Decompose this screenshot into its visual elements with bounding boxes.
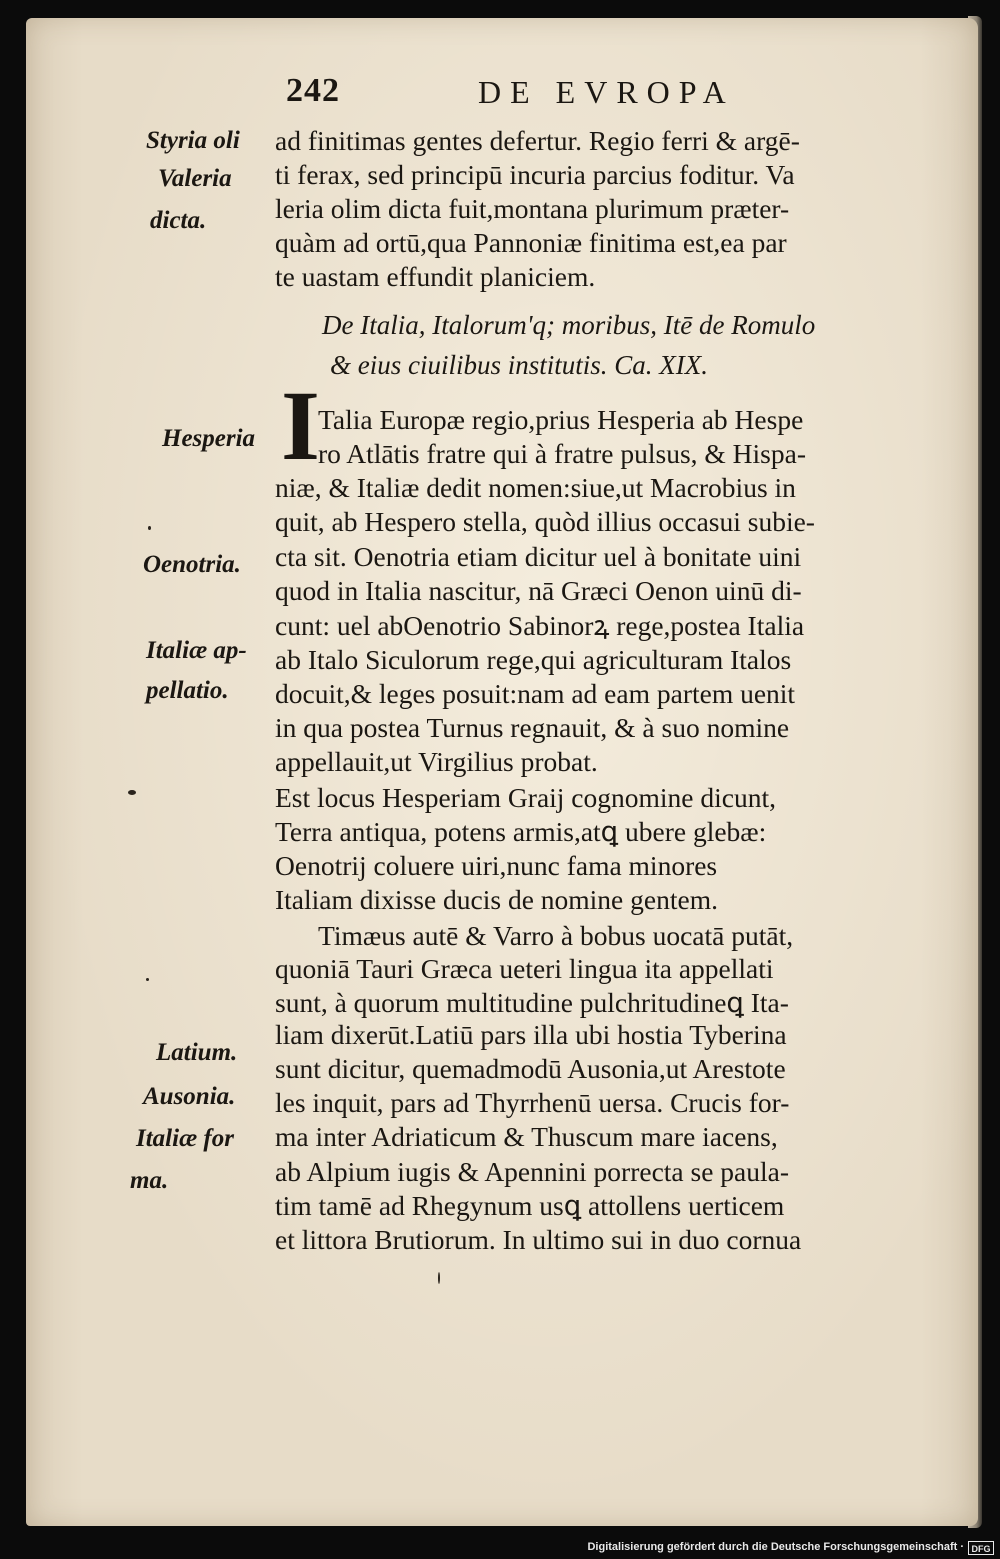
margin-note: Ausonia. — [143, 1083, 236, 1110]
text-line: te uastam effundit planiciem. — [275, 261, 596, 292]
text-line: ma inter Adriaticum & Thuscum mare iacens, — [275, 1121, 778, 1152]
ink-speck — [146, 978, 149, 981]
text-line: sunt dicitur, quemadmodū Ausonia,ut Arestote — [275, 1053, 786, 1084]
text-line: ab Alpium iugis & Apennini porrecta se paula- — [275, 1156, 789, 1187]
text-line: docuit,& leges posuit:nam ad eam partem uenit — [275, 678, 796, 709]
text-line: ti ferax, sed principū incuria parcius foditur. Va — [275, 159, 795, 190]
text-line: quàm ad ortū,qua Pannoniæ finitima est,ea par — [275, 227, 787, 258]
margin-note: Oenotria. — [143, 551, 241, 578]
text-line: Timæus autē & Varro à bobus uocatā putāt, — [318, 920, 794, 951]
text-line: cunt: uel abOenotrio Sabinorꝝ rege,postea Italia — [275, 610, 805, 641]
chapter-heading: De Italia, Italorum'q; moribus, Itē de Romulo — [322, 310, 816, 340]
dfg-logo: DFG — [968, 1541, 994, 1555]
text-line: appellauit,ut Virgilius probat. — [275, 746, 598, 777]
text-line: quoniā Tauri Græca ueteri lingua ita appellati — [275, 953, 774, 984]
text-line: liam dixerūt.Latiū pars illa ubi hostia Tyberina — [275, 1019, 787, 1050]
verse-line: Terra antiqua, potens armis,atꝗ ubere glebæ: — [275, 816, 767, 847]
text-line: leria olim dicta fuit,montana plurimum præter- — [275, 193, 790, 224]
margin-note: Italiæ ap- — [146, 637, 247, 664]
text-line: quit, ab Hespero stella, quòd illius occasui subie- — [275, 506, 815, 537]
ink-speck — [438, 1272, 440, 1284]
verse-line: Italiam dixisse ducis de nomine gentem. — [275, 884, 718, 915]
ink-speck — [148, 526, 151, 530]
text-line: tim tamē ad Rhegynum usꝗ attollens uerticem — [275, 1190, 785, 1221]
margin-note: Italiæ for — [136, 1125, 234, 1152]
text-line: et littora Brutiorum. In ultimo sui in duo cornua — [275, 1224, 802, 1255]
text-line: ab Italo Siculorum rege,qui agriculturam Italos — [275, 644, 792, 675]
margin-note: Styria oli — [146, 127, 240, 154]
text-line: ro Atlātis fratre qui à fratre pulsus, & Hispa- — [318, 438, 806, 469]
margin-note: pellatio. — [146, 677, 229, 704]
text-line: Talia Europæ regio,prius Hesperia ab Hespe — [318, 404, 804, 435]
footer-credit: Digitalisierung gefördert durch die Deutsche Forschungsgemeinschaft · — [587, 1541, 964, 1553]
margin-note: Hesperia — [162, 425, 256, 452]
running-head — [286, 72, 846, 116]
running-title: DE EVROPA — [478, 74, 735, 110]
margin-note: Valeria — [158, 165, 232, 192]
ink-speck — [128, 790, 136, 795]
chapter-number: & eius ciuilibus institutis. Ca. XIX. — [330, 350, 708, 380]
page-number: 242 — [286, 72, 340, 109]
verse-line: Oenotrij coluere uiri,nunc fama minores — [275, 850, 718, 881]
verse-line: Est locus Hesperiam Graij cognomine dicunt, — [275, 782, 776, 813]
margin-note: dicta. — [150, 207, 207, 234]
text-line: les inquit, pars ad Thyrrhenū uersa. Crucis for- — [275, 1087, 790, 1118]
margin-note: Latium. — [156, 1039, 238, 1066]
text-line: cta sit. Oenotria etiam dicitur uel à bonitate uini — [275, 541, 802, 572]
text-line: quod in Italia nascitur, nā Græci Oenon uinū di- — [275, 575, 802, 606]
margin-note: ma. — [130, 1167, 169, 1194]
text-line: in qua postea Turnus regnauit, & à suo nomine — [275, 712, 790, 743]
drop-cap: I — [281, 370, 320, 481]
text-line: niæ, & Italiæ dedit nomen:siue,ut Macrobius in — [275, 472, 796, 503]
text-line: sunt, à quorum multitudine pulchritudineꝗ Ita- — [275, 987, 789, 1018]
text-line: ad finitimas gentes defertur. Regio ferri & argē- — [275, 125, 800, 156]
